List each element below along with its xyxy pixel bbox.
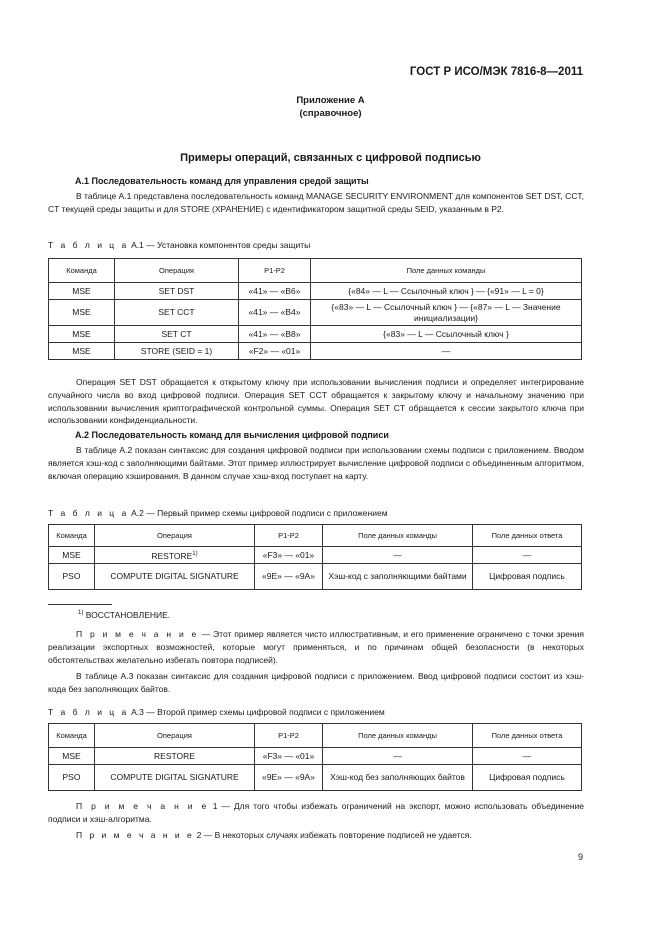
table-header-row	[49, 724, 582, 748]
table-caption-prefix: Т а б л и ц а	[48, 508, 129, 518]
header-cell: Поле данных команды	[323, 525, 473, 547]
table-header-row	[49, 259, 582, 283]
table-a1	[48, 258, 582, 360]
table-cell: MSE	[49, 283, 115, 300]
note-text: 2 — В некоторых случаях избежать повторение подписей не удается.	[196, 830, 472, 840]
table-row	[49, 547, 582, 564]
table-cell: —	[311, 343, 582, 360]
table-cell: «9E» — «9A»	[255, 765, 323, 791]
table-cell: MSE	[49, 343, 115, 360]
table-cell: «F3» — «01»	[255, 547, 323, 564]
note-label: П р и м е ч а н и е	[76, 801, 209, 811]
table-a3	[48, 723, 582, 791]
table-cell: RESTORE	[95, 748, 255, 765]
note-text: — Этот пример является чисто иллюстративным, и его применение ограничено с точки зрения реализации экспортных возможностей, которые могут применяться, и по причинам общей безопасности (в некоторых обстоятельствах желательно избегать повтора подписей).	[48, 629, 584, 665]
table-cell	[95, 547, 255, 564]
table-cell: «41» — «B8»	[239, 326, 311, 343]
table-cell: PSO	[49, 564, 95, 590]
header-cell: Поле данных ответа	[473, 724, 582, 748]
table-caption-text: А.3 — Второй пример схемы цифровой подписи с приложением	[131, 707, 385, 717]
header-cell: Поле данных команды	[323, 724, 473, 748]
annex-subtitle: (справочное)	[299, 108, 362, 119]
annex-title: Приложение А	[296, 95, 365, 106]
footnote-ref: 1)	[192, 550, 198, 557]
table-cell: COMPUTE DIGITAL SIGNATURE	[95, 765, 255, 791]
table-cell: Хэш-код с заполняющими байтами	[323, 564, 473, 590]
table-cell: COMPUTE DIGITAL SIGNATURE	[95, 564, 255, 590]
header-cell: Команда	[49, 724, 95, 748]
section-a2-paragraph: В таблице А.2 показан синтаксис для создания цифровой подписи при использовании схемы подписи с приложением. Вводом является хэш-код с заполняющими байтами. Этот пример иллюстрирует вычисление цифровой подписи с объединенным алгоритмом, включая операцию хэширования. В данном случае хэш-вход поступает на карту.	[48, 445, 584, 481]
table-cell: —	[323, 748, 473, 765]
header-cell: Команда	[49, 259, 115, 283]
note-label: П р и м е ч а н и е	[76, 830, 195, 840]
section-a2-heading: А.2 Последовательность команд для вычисления цифровой подписи	[75, 430, 389, 440]
table-cell: «F3» — «01»	[255, 748, 323, 765]
footnote	[78, 610, 170, 620]
note-label: П р и м е ч а н и е	[76, 629, 199, 639]
table-row	[49, 343, 582, 360]
table-row	[49, 564, 582, 590]
table-a1-caption	[48, 240, 310, 250]
table-cell: Цифровая подпись	[473, 765, 582, 791]
table-cell: {«83» — L — Ссылочный ключ } — {«87» — L — Значение инициализации}	[311, 300, 582, 326]
table-row	[49, 300, 582, 326]
table-cell: Хэш-код без заполняющих байтов	[323, 765, 473, 791]
table-cell: —	[473, 547, 582, 564]
section-a1-heading: А.1 Последовательность команд для управления средой защиты	[75, 176, 369, 186]
table-cell: SET CT	[115, 326, 239, 343]
table-cell: {«84» — L — Ссылочный ключ } — {«91» — L = 0}	[311, 283, 582, 300]
table-cell: MSE	[49, 300, 115, 326]
footnote-divider	[48, 604, 112, 605]
header-cell: Операция	[115, 259, 239, 283]
table-cell: MSE	[49, 547, 95, 564]
table-caption-text: А.1 — Установка компонентов среды защиты	[131, 240, 311, 250]
table-caption-text: А.2 — Первый пример схемы цифровой подписи с приложением	[131, 508, 388, 518]
header-cell: Операция	[95, 525, 255, 547]
table-cell: {«83» — L — Ссылочный ключ }	[311, 326, 582, 343]
table-cell: MSE	[49, 748, 95, 765]
table-cell: «41» — «B4»	[239, 300, 311, 326]
header-cell: Команда	[49, 525, 95, 547]
footnote-text: ВОССТАНОВЛЕНИЕ.	[85, 610, 171, 620]
note-3	[48, 829, 584, 842]
table-a3-caption	[48, 707, 385, 717]
section-a1-paragraph: В таблице А.1 представлена последовательность команд MANAGE SECURITY ENVIRONMENT для компонентов SET DST, CCT, CT текущей среды защиты и для STORE (ХРАНЕНИЕ) с идентификатором защитной среды SEID, указанным в Р2.	[48, 191, 584, 214]
table-row	[49, 765, 582, 791]
table-cell: «F2» — «01»	[239, 343, 311, 360]
note-text: 1 — Для того чтобы избежать ограничений на экспорт, можно использовать объединение подписи и хэш-алгоритма.	[48, 801, 584, 824]
table-cell: STORE (SEID = 1)	[115, 343, 239, 360]
table-header-row	[49, 525, 582, 547]
header-cell: Р1-Р2	[255, 724, 323, 748]
table-cell: —	[323, 547, 473, 564]
header-cell: Поле данных команды	[311, 259, 582, 283]
table-a2-caption	[48, 508, 388, 518]
paragraph-after-table-a1: Операция SET DST обращается к открытому ключу при использовании вычисления подписи и определяет интегрирование случайного числа во вход цифровой подписи. Операция SET CCT обращается к закрытому ключу и начальному значению при использовании вычисления криптографической контрольной суммы. Операция SET CT обращается к сессии закрытого ключа при использовании конфиденциальности.	[48, 377, 584, 426]
document-id: ГОСТ Р ИСО/МЭК 7816-8—2011	[409, 66, 583, 78]
table-cell: «41» — «B6»	[239, 283, 311, 300]
table-cell: Цифровая подпись	[473, 564, 582, 590]
table-cell: SET CCT	[115, 300, 239, 326]
table-cell: —	[473, 748, 582, 765]
table-cell: SET DST	[115, 283, 239, 300]
cell-text: RESTORE	[151, 550, 193, 561]
header-cell: Операция	[95, 724, 255, 748]
note-2	[48, 800, 584, 826]
main-title: Примеры операций, связанных с цифровой подписью	[180, 152, 481, 164]
table-caption-prefix: Т а б л и ц а	[48, 240, 129, 250]
header-cell: Р1-Р2	[255, 525, 323, 547]
header-cell: Р1-Р2	[239, 259, 311, 283]
page-number: 9	[577, 852, 583, 862]
table-a2	[48, 524, 582, 590]
table-row	[49, 326, 582, 343]
note-1	[48, 628, 584, 666]
footnote-mark: 1)	[78, 610, 84, 617]
table-cell: MSE	[49, 326, 115, 343]
table-cell: PSO	[49, 765, 95, 791]
table-row	[49, 748, 582, 765]
paragraph-table-a3-intro: В таблице А.3 показан синтаксис для создания цифровой подписи с приложением. Ввод цифровой подписи состоит из хэш-кода без заполняющих байтов.	[48, 671, 584, 694]
table-caption-prefix: Т а б л и ц а	[48, 707, 129, 717]
table-row	[49, 283, 582, 300]
table-cell: «9E» — «9A»	[255, 564, 323, 590]
header-cell: Поле данных ответа	[473, 525, 582, 547]
